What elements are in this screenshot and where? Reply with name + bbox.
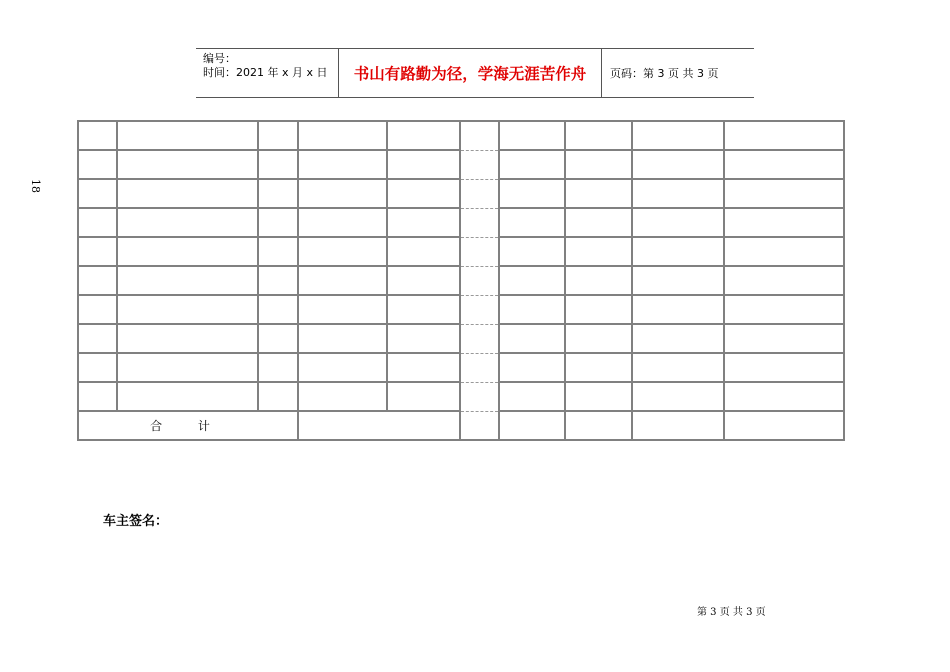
table-cell[interactable] (565, 324, 632, 353)
table-cell[interactable] (298, 353, 387, 382)
header-time-label: 时间：2021 年 x 月 x 日 (203, 66, 328, 79)
table-row (78, 179, 844, 208)
table-cell[interactable] (78, 295, 117, 324)
table-cell[interactable] (565, 266, 632, 295)
table-cell[interactable] (78, 208, 117, 237)
table-row (78, 208, 844, 237)
table-cell[interactable] (387, 237, 460, 266)
table-cell[interactable] (724, 382, 844, 411)
table-cell[interactable] (258, 353, 298, 382)
table-cell[interactable] (117, 324, 258, 353)
table-cell[interactable] (632, 208, 724, 237)
table-cell[interactable] (117, 150, 258, 179)
owner-signature-label: 车主签名： (103, 514, 169, 529)
header-divider (601, 49, 602, 97)
gutter-cell (460, 179, 499, 208)
table-cell[interactable] (632, 266, 724, 295)
table-cell[interactable] (117, 179, 258, 208)
total-value-cell[interactable] (298, 411, 460, 440)
table-cell[interactable] (298, 150, 387, 179)
table-cell[interactable] (724, 324, 844, 353)
table-cell[interactable] (298, 295, 387, 324)
table-cell[interactable] (724, 411, 844, 440)
table-cell[interactable] (565, 208, 632, 237)
table-cell[interactable] (387, 121, 460, 150)
table-cell[interactable] (78, 266, 117, 295)
table-cell[interactable] (117, 353, 258, 382)
table-cell[interactable] (387, 353, 460, 382)
table-cell[interactable] (78, 382, 117, 411)
total-label: 合 计 (78, 411, 298, 440)
table-cell[interactable] (258, 237, 298, 266)
table-cell[interactable] (724, 121, 844, 150)
table-row (78, 295, 844, 324)
record-table (77, 120, 845, 441)
gutter-cell (460, 266, 499, 295)
table-cell[interactable] (499, 411, 565, 440)
table-cell[interactable] (499, 324, 565, 353)
table-cell[interactable] (258, 179, 298, 208)
table-cell[interactable] (565, 150, 632, 179)
table-cell[interactable] (78, 150, 117, 179)
table-cell[interactable] (499, 121, 565, 150)
table-cell[interactable] (632, 121, 724, 150)
table-cell[interactable] (258, 150, 298, 179)
table-cell[interactable] (565, 382, 632, 411)
table-cell[interactable] (565, 121, 632, 150)
table-cell[interactable] (78, 179, 117, 208)
table-row (78, 382, 844, 411)
table-cell[interactable] (499, 208, 565, 237)
table-cell[interactable] (724, 295, 844, 324)
gutter-cell (460, 121, 499, 150)
header-page-info: 页码：第 3 页 共 3 页 (610, 67, 719, 80)
table-cell[interactable] (724, 208, 844, 237)
table-cell[interactable] (78, 237, 117, 266)
table-cell[interactable] (258, 208, 298, 237)
table-cell[interactable] (258, 121, 298, 150)
gutter-cell (460, 150, 499, 179)
table-cell[interactable] (117, 208, 258, 237)
table-cell[interactable] (724, 237, 844, 266)
table-cell[interactable] (117, 121, 258, 150)
table-cell[interactable] (78, 121, 117, 150)
table-cell[interactable] (565, 179, 632, 208)
header-number-label: 编号： (203, 52, 236, 65)
table-cell[interactable] (565, 411, 632, 440)
header-meta (203, 52, 328, 80)
page-header (196, 48, 754, 98)
table-cell[interactable] (258, 324, 298, 353)
table-cell[interactable] (724, 266, 844, 295)
table-row (78, 237, 844, 266)
table-cell[interactable] (565, 353, 632, 382)
table-row (78, 121, 844, 150)
table-cell[interactable] (499, 382, 565, 411)
table-cell[interactable] (298, 382, 387, 411)
table-cell[interactable] (632, 237, 724, 266)
gutter-cell (460, 208, 499, 237)
table-cell[interactable] (632, 179, 724, 208)
table-cell[interactable] (298, 179, 387, 208)
gutter-cell (460, 324, 499, 353)
table-row (78, 324, 844, 353)
gutter-cell (460, 237, 499, 266)
table-cell[interactable] (117, 266, 258, 295)
total-row (78, 411, 844, 440)
table-cell[interactable] (78, 353, 117, 382)
table-cell[interactable] (298, 208, 387, 237)
table-cell[interactable] (117, 237, 258, 266)
table-cell[interactable] (117, 382, 258, 411)
table-cell[interactable] (632, 353, 724, 382)
table-cell[interactable] (499, 237, 565, 266)
table-row (78, 353, 844, 382)
table-cell[interactable] (387, 382, 460, 411)
footer-page-number: 第 3 页 共 3 页 (697, 607, 766, 618)
table-cell[interactable] (387, 295, 460, 324)
table-cell[interactable] (78, 324, 117, 353)
gutter-cell (460, 295, 499, 324)
table-cell[interactable] (565, 295, 632, 324)
table-cell[interactable] (298, 324, 387, 353)
table-cell[interactable] (499, 353, 565, 382)
table-cell[interactable] (632, 382, 724, 411)
table-cell[interactable] (632, 324, 724, 353)
side-page-number: 18 (29, 179, 43, 193)
table-cell[interactable] (387, 179, 460, 208)
table-cell[interactable] (298, 266, 387, 295)
table-cell[interactable] (724, 179, 844, 208)
table-cell[interactable] (298, 237, 387, 266)
gutter-cell (460, 411, 499, 440)
table-cell[interactable] (632, 150, 724, 179)
table-cell[interactable] (632, 295, 724, 324)
table-cell[interactable] (499, 266, 565, 295)
table-cell[interactable] (387, 324, 460, 353)
table-cell[interactable] (499, 179, 565, 208)
table-cell[interactable] (258, 295, 298, 324)
gutter-cell (460, 353, 499, 382)
gutter-cell (460, 382, 499, 411)
header-motto: 书山有路勤为径，学海无涯苦作舟 (353, 65, 587, 83)
table-cell[interactable] (117, 295, 258, 324)
table-cell[interactable] (632, 411, 724, 440)
table-cell[interactable] (258, 382, 298, 411)
table-cell[interactable] (499, 295, 565, 324)
table-cell[interactable] (298, 121, 387, 150)
table-cell[interactable] (499, 150, 565, 179)
table-row (78, 150, 844, 179)
table-cell[interactable] (724, 353, 844, 382)
table-cell[interactable] (387, 266, 460, 295)
table-row (78, 266, 844, 295)
table-cell[interactable] (258, 266, 298, 295)
table-cell[interactable] (387, 208, 460, 237)
table-cell[interactable] (565, 237, 632, 266)
table-cell[interactable] (387, 150, 460, 179)
table-cell[interactable] (724, 150, 844, 179)
